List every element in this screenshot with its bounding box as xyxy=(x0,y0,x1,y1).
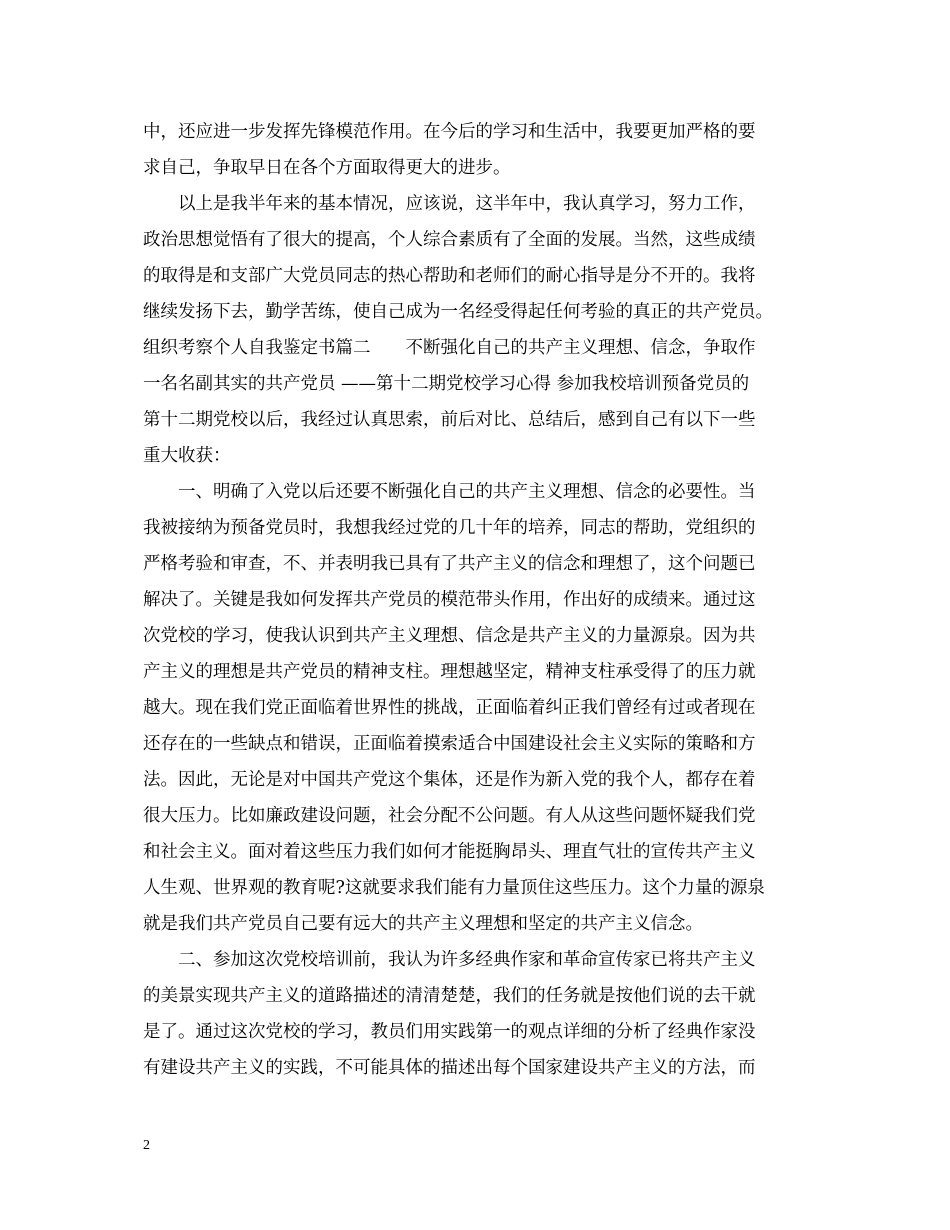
text-line: 组织考察个人自我鉴定书篇二 不断强化自己的共产主义理想、信念，争取作 xyxy=(143,338,756,358)
text-line: 的美景实现共产主义的道路描述的清清楚楚，我们的任务就是按他们说的去干就 xyxy=(143,986,756,1006)
text-line: 重大收获： xyxy=(143,446,231,466)
text-line: 是了。通过这次党校的学习，教员们用实践第一的观点详细的分析了经典作家没 xyxy=(143,1022,756,1042)
text-line: 以上是我半年来的基本情况，应该说，这半年中，我认真学习，努力工作， xyxy=(143,194,756,214)
text-line: 政治思想觉悟有了很大的提高，个人综合素质有了全面的发展。当然，这些成绩 xyxy=(143,230,756,250)
text-line: 和社会主义。面对着这些压力我们如何才能挺胸昂头、理直气壮的宣传共产主义 xyxy=(143,842,756,862)
page-number: 2 xyxy=(143,1138,150,1153)
text-line: 的取得是和支部广大党员同志的热心帮助和老师们的耐心指导是分不开的。我将 xyxy=(143,266,756,286)
text-line: 我被接纳为预备党员时，我想我经过党的几十年的培养，同志的帮助，党组织的 xyxy=(143,518,756,538)
text-line: 法。因此，无论是对中国共产党这个集体，还是作为新入党的我个人，都存在着 xyxy=(143,770,756,790)
text-line: 继续发扬下去，勤学苦练，使自己成为一名经受得起任何考验的真正的共产党员。 xyxy=(143,302,773,322)
text-line: 很大压力。比如廉政建设问题，社会分配不公问题。有人从这些问题怀疑我们党 xyxy=(143,806,756,826)
text-line: 一、明确了入党以后还要不断强化自己的共产主义理想、信念的必要性。当 xyxy=(143,482,756,502)
text-line: 一名名副其实的共产党员 ——第十二期党校学习心得 参加我校培训预备党员的 xyxy=(143,374,750,394)
text-line: 还存在的一些缺点和错误，正面临着摸索适合中国建设社会主义实际的策略和方 xyxy=(143,734,756,754)
text-line: 解决了。关键是我如何发挥共产党员的模范带头作用，作出好的成绩来。通过这 xyxy=(143,590,756,610)
text-line: 第十二期党校以后，我经过认真思索，前后对比、总结后，感到自己有以下一些 xyxy=(143,410,756,430)
text-line: 就是我们共产党员自己要有远大的共产主义理想和坚定的共产主义信念。 xyxy=(143,914,703,934)
text-line: 二、参加这次党校培训前，我认为许多经典作家和革命宣传家已将共产主义 xyxy=(143,950,756,970)
text-line: 严格考验和审查，不、并表明我已具有了共产主义的信念和理想了，这个问题已 xyxy=(143,554,756,574)
text-line: 求自己，争取早日在各个方面取得更大的进步。 xyxy=(143,158,511,178)
text-line: 产主义的理想是共产党员的精神支柱。理想越坚定，精神支柱承受得了的压力就 xyxy=(143,662,756,682)
text-line: 中，还应进一步发挥先锋模范作用。在今后的学习和生活中，我要更加严格的要 xyxy=(143,122,756,142)
text-line: 有建设共产主义的实践，不可能具体的描述出每个国家建设共产主义的方法，而 xyxy=(143,1058,756,1078)
text-line: 次党校的学习，使我认识到共产主义理想、信念是共产主义的力量源泉。因为共 xyxy=(143,626,756,646)
text-line: 人生观、世界观的教育呢?这就要求我们能有力量顶住这些压力。这个力量的源泉 xyxy=(143,878,765,898)
text-line: 越大。现在我们党正面临着世界性的挑战，正面临着纠正我们曾经有过或者现在 xyxy=(143,698,756,718)
